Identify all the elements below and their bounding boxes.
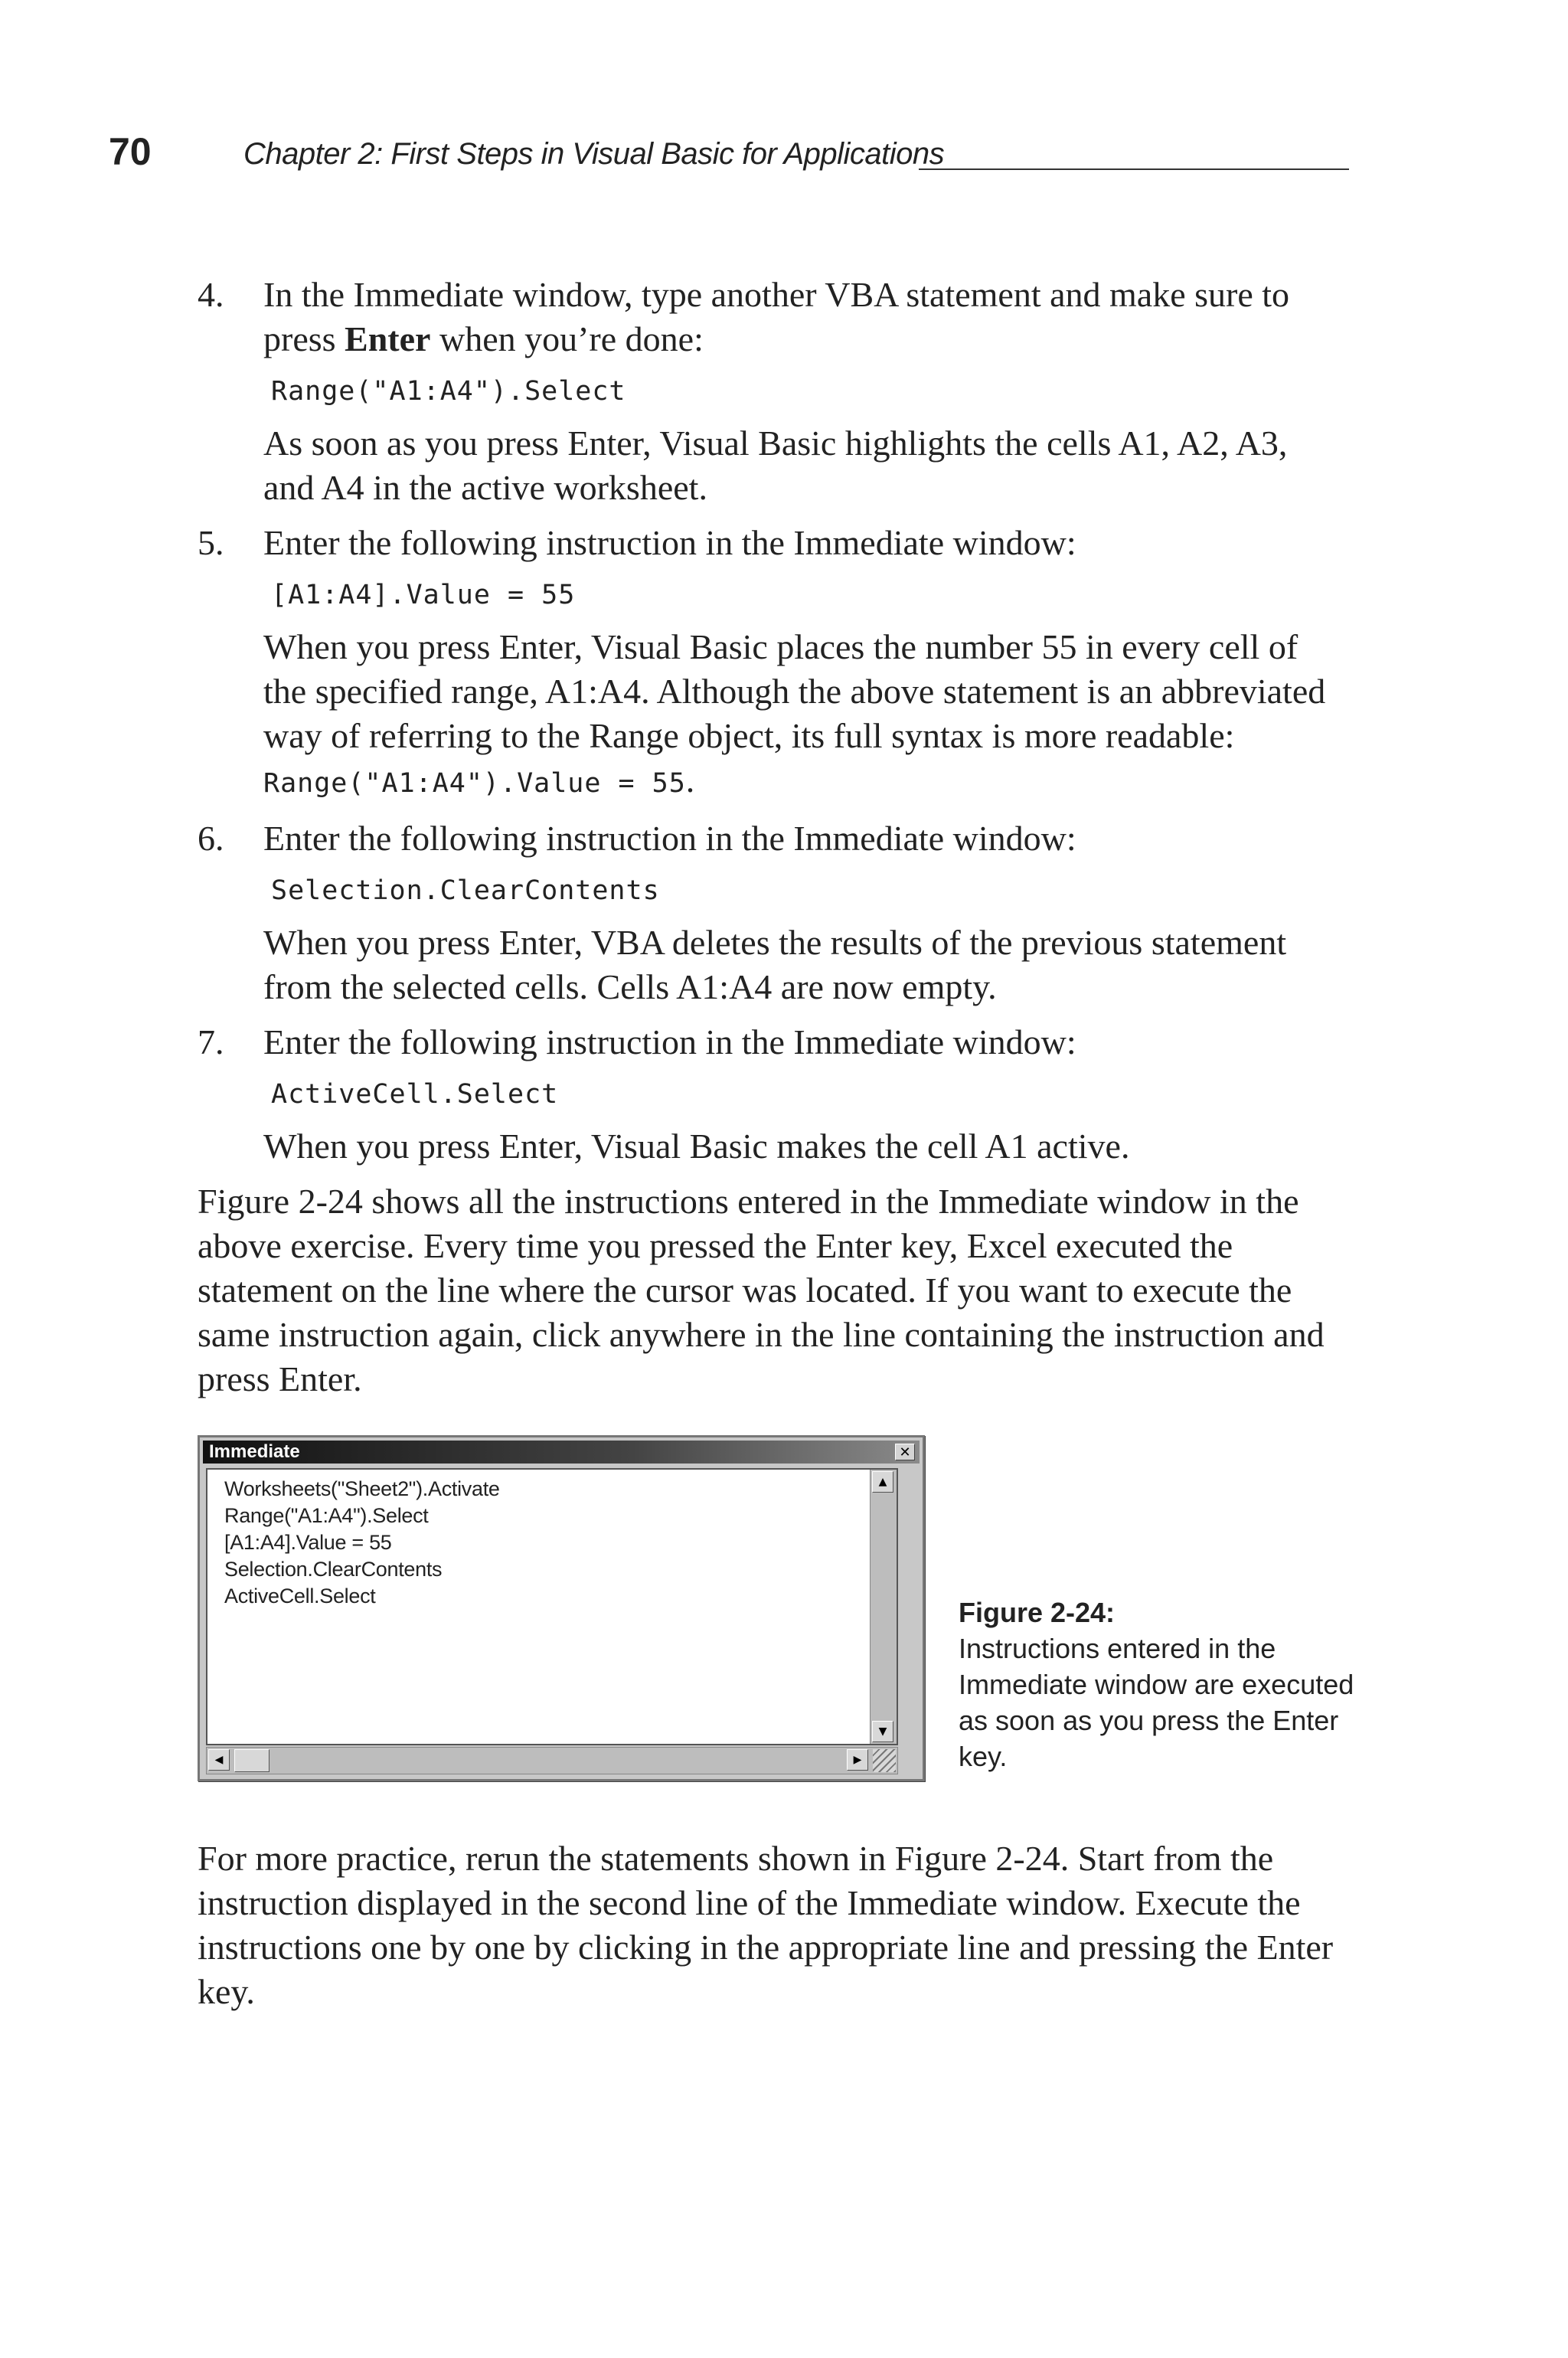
figure-caption (959, 1594, 1357, 1774)
step-result (263, 625, 1346, 806)
code-line: [A1:A4].Value = 55 (271, 580, 576, 610)
chapter-title: Chapter 2: First Steps in Visual Basic for Applications (243, 137, 945, 171)
immediate-line[interactable]: Range("A1:A4").Select (224, 1504, 429, 1527)
step-instruction (263, 273, 1346, 361)
page-content (198, 273, 1354, 2014)
step-instruction: Enter the following instruction in the Immediate window: (263, 523, 1076, 562)
step-number: 5. (198, 523, 224, 562)
scroll-thumb[interactable] (234, 1749, 270, 1772)
instruction-text: In the Immediate window, type another VBA statement and make sure to press (263, 275, 1290, 358)
body-paragraph: Figure 2-24 shows all the instructions entered in the Immediate window in the above exercise. Every time you pressed the Enter key, Excel executed the statement on the line where the cursor was located. If you want to execute the same instruction again, click anywhere in the line containing the instruction and press Enter. (198, 1182, 1325, 1398)
resize-grip-icon[interactable] (873, 1749, 896, 1772)
step-5 (198, 521, 1346, 806)
immediate-line[interactable]: ActiveCell.Select (224, 1585, 376, 1607)
result-text-end: . (685, 760, 695, 800)
immediate-line[interactable]: Selection.ClearContents (224, 1558, 443, 1581)
bold-key: Enter (345, 319, 431, 358)
immediate-lines (224, 1476, 500, 1610)
immediate-line[interactable]: [A1:A4].Value = 55 (224, 1531, 392, 1554)
vertical-scrollbar[interactable] (870, 1470, 897, 1744)
caption-label: Figure 2-24: (959, 1597, 1116, 1628)
instruction-text: when you’re done: (430, 319, 704, 358)
code-line: Range("A1:A4").Select (271, 376, 626, 407)
immediate-text-area[interactable] (206, 1468, 898, 1745)
immediate-window (198, 1435, 925, 1781)
code-line: Selection.ClearContents (271, 875, 660, 906)
inline-code: Range("A1:A4").Value = 55 (263, 768, 686, 799)
step-number: 7. (198, 1022, 224, 1061)
step-result: When you press Enter, Visual Basic makes the cell A1 active. (263, 1127, 1130, 1166)
immediate-line[interactable]: Worksheets("Sheet2").Activate (224, 1477, 500, 1500)
caption-text: Instructions entered in the Immediate window are executed as soon as you press the Enter key. (959, 1633, 1354, 1772)
step-instruction: Enter the following instruction in the Immediate window: (263, 819, 1076, 858)
step-instruction: Enter the following instruction in the Immediate window: (263, 1022, 1076, 1061)
scroll-left-icon[interactable]: ◀ (208, 1749, 230, 1771)
result-text: When you press Enter, Visual Basic places the number 55 in every cell of the specified range, A1:A4. Although the above statement is an abbreviated way of referring to the Range object, its full syntax is more readable: (263, 627, 1326, 755)
header-rule (919, 168, 1349, 170)
scroll-right-icon[interactable]: ▶ (847, 1749, 868, 1771)
window-title: Immediate (209, 1441, 300, 1462)
step-4 (198, 273, 1346, 510)
scroll-down-icon[interactable]: ▼ (872, 1721, 893, 1742)
scroll-up-icon[interactable]: ▲ (872, 1471, 893, 1493)
step-7 (198, 1020, 1346, 1169)
page-number: 70 (109, 130, 152, 173)
window-titlebar[interactable] (203, 1441, 920, 1464)
page-header (109, 129, 1349, 182)
step-number: 4. (198, 275, 224, 314)
figure-2-24 (198, 1435, 1354, 1801)
code-line: ActiveCell.Select (271, 1079, 559, 1110)
step-6 (198, 816, 1346, 1009)
close-icon[interactable]: ✕ (895, 1444, 915, 1460)
horizontal-scrollbar[interactable] (206, 1747, 898, 1774)
body-paragraph: For more practice, rerun the statements shown in Figure 2-24. Start from the instruction displayed in the second line of the Immediate window. Execute the instructions one by one by clicking in the appropriate line and pressing the Enter key. (198, 1839, 1334, 2011)
step-number: 6. (198, 819, 224, 858)
step-result: When you press Enter, VBA deletes the results of the previous statement from the selected cells. Cells A1:A4 are now empty. (263, 923, 1287, 1006)
step-result: As soon as you press Enter, Visual Basic highlights the cells A1, A2, A3, and A4 in the active worksheet. (263, 424, 1288, 507)
